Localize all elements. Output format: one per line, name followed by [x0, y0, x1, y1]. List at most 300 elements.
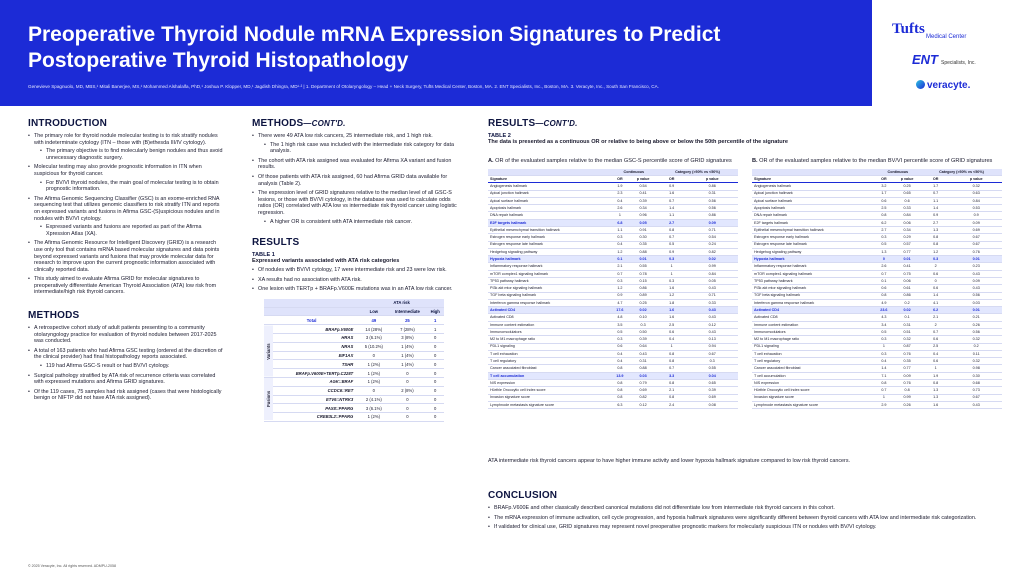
table2-cell: 0.43 — [950, 270, 1002, 277]
table2-cell: 0.3 — [611, 278, 630, 285]
table2-cell: 0.7 — [611, 270, 630, 277]
table2-cell: 0.8 — [893, 387, 921, 394]
table2-cell: 2.9 — [875, 401, 894, 408]
table2-cell: 2 — [921, 263, 950, 270]
table2-cell: 0.43 — [686, 314, 738, 321]
table1-cell: 0 — [359, 351, 388, 360]
table2-row — [752, 328, 1002, 335]
table2-col-header: OR — [921, 176, 950, 183]
sub-bullet-list — [34, 180, 224, 193]
table2-cell: 1 — [657, 343, 686, 350]
table2-cell: 0.71 — [686, 227, 738, 234]
table2-cell: 0.25 — [629, 299, 657, 306]
table2-signature: Apical surface hallmark — [488, 197, 611, 204]
table1-body — [264, 316, 444, 421]
methods-cont-section — [252, 118, 458, 225]
table1-cell: 0 — [426, 342, 444, 351]
table2-cell: 0.26 — [893, 401, 921, 408]
table2-cell: 0.3 — [657, 256, 686, 263]
table2-cell: 0.2 — [893, 299, 921, 306]
table2-signature: Estrogen response late hallmark — [752, 241, 875, 248]
table2-cell: 1.2 — [921, 248, 950, 255]
table2-cell: 0.8 — [921, 241, 950, 248]
table2-cell: 6.2 — [875, 219, 894, 226]
table2-signature: Estrogen response early hallmark — [488, 234, 611, 241]
ent-logo: ENT Specialists, Inc. — [912, 52, 976, 67]
table2-cell: 13.9 — [611, 372, 630, 379]
table2-cell: 0.55 — [629, 263, 657, 270]
table2-cell: 0.4 — [921, 350, 950, 357]
panel-a-caption: A. OR of the evaluated samples relative to the median GSC-S percentile score of GRID signatures — [488, 158, 732, 164]
table1-cell: 0 — [426, 386, 444, 395]
table1-cell: 1 — [426, 325, 444, 334]
table2-cell: 0.6 — [921, 270, 950, 277]
table1-cell: 3 (8%) — [388, 334, 426, 343]
table2-col-header: p value — [950, 176, 1002, 183]
table2-cell: 0.68 — [950, 379, 1002, 386]
table2-cell: 0.3 — [657, 278, 686, 285]
table2-cell: 6.3 — [611, 401, 630, 408]
table2-cell: 1.9 — [611, 183, 630, 190]
table2-cell: 0.67 — [686, 350, 738, 357]
table2-row — [488, 219, 738, 226]
table2-cell: 0.05 — [686, 278, 738, 285]
table2-cell: 0.54 — [629, 183, 657, 190]
table2-col-header: p value — [686, 176, 738, 183]
table2-cell: 1.1 — [921, 197, 950, 204]
table2-cell: 0.1 — [893, 314, 921, 321]
table2-row — [488, 401, 738, 408]
table2-panel-b — [752, 158, 1002, 409]
table2-cell: 0.03 — [629, 372, 657, 379]
table2-row — [752, 343, 1002, 350]
table2-cell: 0.05 — [629, 219, 657, 226]
table2-cell: 1.4 — [657, 205, 686, 212]
table2-signature: T cell exhaustion — [752, 350, 875, 357]
table2-cell: 0.9 — [921, 212, 950, 219]
table2-cell: 0.26 — [950, 321, 1002, 328]
sub-bullet-list — [258, 219, 458, 226]
table2-cell: 0.73 — [950, 387, 1002, 394]
table1-cell: 0 — [426, 369, 444, 378]
table2-cell: 1 — [657, 270, 686, 277]
table2-col-header: OR — [875, 176, 894, 183]
table2-signature: Activated CD4 — [752, 307, 875, 314]
table1-col-header: Low — [359, 307, 388, 316]
table2-cell: 6.2 — [921, 307, 950, 314]
table2-signature: Inflammatory response hallmark — [752, 263, 875, 270]
table1-cell: 0 — [426, 377, 444, 386]
table2-cell: 0.67 — [950, 241, 1002, 248]
table2-cell: 0.43 — [686, 285, 738, 292]
table2-cell: 1.3 — [875, 248, 894, 255]
bullet-item: • Of those patients with ATA risk assigned, 60 had Afirma GRID data available for analysis (Table 2). — [252, 174, 458, 187]
table2-cell: 2.6 — [875, 263, 894, 270]
table2-col-header: OR — [611, 176, 630, 183]
table2-row — [752, 336, 1002, 343]
table2-row — [752, 270, 1002, 277]
table2-cell: 2 — [921, 321, 950, 328]
table2-cell: 0.24 — [686, 241, 738, 248]
table2-cell: 0.8 — [875, 212, 894, 219]
table2-signature: PDL1 signaling — [488, 343, 611, 350]
table2-signature: PI3k akt mtor signaling hallmark — [752, 285, 875, 292]
table1-cell: 2 (4.1%) — [359, 395, 388, 404]
table2-cell: 0.3 — [875, 350, 894, 357]
table2-cell: 0.98 — [950, 365, 1002, 372]
table2-row — [488, 343, 738, 350]
table2-cell: 0.86 — [629, 285, 657, 292]
table2-cell: 0.4 — [611, 350, 630, 357]
table1-row — [264, 360, 444, 369]
table2-cell: 1.2 — [611, 285, 630, 292]
methods-list — [28, 325, 224, 402]
table2-signature: PDL1 signaling — [752, 343, 875, 350]
table1-total-cell: 25 — [388, 316, 426, 325]
table2-signature: PI3k akt mtor signaling hallmark — [488, 285, 611, 292]
table1-feature: PAX8::PPARG — [273, 404, 359, 413]
bullet-item: • A total of 163 patients who had Afirma GSC testing (ordered at the discretion of the clinical provider) had final histopathology reports associated. • 119 had Afirma GSC-S result or had BV/VI cytology. — [28, 348, 224, 370]
table1-row — [264, 386, 444, 395]
table1-cell: 14 (28%) — [359, 325, 388, 334]
sub-bullet-item: • Expressed variants and fusions are reported as part of the Afirma Xpression Atlas (XA). — [40, 224, 224, 237]
table2-cell: 0.8 — [611, 365, 630, 372]
table2-signature: Immunomodulators — [752, 328, 875, 335]
table2-cell: 1.6 — [657, 307, 686, 314]
table2-cell: 0.76 — [950, 248, 1002, 255]
table2-cell: 0.51 — [893, 328, 921, 335]
bullet-item: • The Afirma Genomic Resource for Intelligent Discovery (GRID) is a research use only tool that contains mRNA based molecular signatures and data points beyond expressed variants and fusions that may provide molecular data for research to improve upon the current prognostic information associated with clinically reported data. — [28, 240, 224, 273]
table2-cell: 0.43 — [950, 401, 1002, 408]
table2-cell: 0.9 — [657, 248, 686, 255]
table2-cell: 0.7 — [657, 234, 686, 241]
table2-cell: 0.41 — [629, 190, 657, 197]
table2-row — [752, 227, 1002, 234]
table2-signature: T cell regulatory — [752, 358, 875, 365]
table2-signature: Apical junction hallmark — [488, 190, 611, 197]
table2-signature: E2F targets hallmark — [752, 219, 875, 226]
table1-group-label: Variants — [264, 325, 273, 378]
results-note: ATA intermediate risk thyroid cancers appear to have higher immune activity and lower hypoxia hallmark signature compared to low risk thyroid cancers. — [488, 458, 851, 464]
table2-cell: 0.69 — [950, 227, 1002, 234]
results1-list — [252, 267, 458, 293]
table1-col-row — [264, 307, 444, 316]
table1-cell: 1 (2%) — [359, 360, 388, 369]
table2-row — [488, 321, 738, 328]
table2-col-row — [488, 176, 738, 183]
table2-cell: 0.1 — [611, 256, 630, 263]
table2-cell: 2.7 — [657, 219, 686, 226]
table2-signature: T cell accumulation — [752, 372, 875, 379]
table2-cell: 3.5 — [611, 321, 630, 328]
table2-cell: 0.13 — [686, 336, 738, 343]
table2-row — [488, 205, 738, 212]
table1-col-header: Intermediate — [388, 307, 426, 316]
table2-row — [488, 365, 738, 372]
table2-row — [488, 234, 738, 241]
table2-cell: 0.04 — [686, 372, 738, 379]
table2-cell: 0.3 — [921, 256, 950, 263]
table2-signature: TGF beta signaling hallmark — [488, 292, 611, 299]
sub-bullet-list — [34, 363, 224, 370]
table2-cell: 0.2 — [950, 343, 1002, 350]
table2-cell: 0.7 — [921, 328, 950, 335]
table1-feature: AGK::BRAF — [273, 377, 359, 386]
table1-cell: 5 (10.2%) — [359, 342, 388, 351]
table2-signature: Estrogen response early hallmark — [752, 234, 875, 241]
table2-cell: 0.6 — [921, 358, 950, 365]
sub-bullet-item: • The 1 high risk case was included with the intermediate risk category for data analysis. — [264, 142, 458, 155]
table2-row — [752, 379, 1002, 386]
conclusion-heading: CONCLUSION — [488, 490, 558, 501]
table2-cell: 0.54 — [686, 234, 738, 241]
table2-cell: 0.8 — [611, 394, 630, 401]
table2-cell: 0.31 — [893, 321, 921, 328]
table2-signature: T cell accumulation — [488, 372, 611, 379]
table2-cell: 3.4 — [875, 321, 894, 328]
table2-cell: 0.8 — [657, 350, 686, 357]
table2-cell: 0.23 — [950, 263, 1002, 270]
table2-cell: 0.02 — [893, 307, 921, 314]
table2-cell: 1.2 — [657, 292, 686, 299]
table2-signature: Estrogen response late hallmark — [488, 241, 611, 248]
table1-cell: 0 — [426, 334, 444, 343]
table2-row — [488, 379, 738, 386]
table2-cell: 0.8 — [657, 227, 686, 234]
table2-cell: 0.77 — [893, 365, 921, 372]
veracyte-mark-icon — [916, 80, 925, 89]
bullet-item: • This study aimed to evaluate Afirma GRID for molecular signatures to preoperatively differentiate American Thyroid Association (ATA) low risk from intermediate/high risk thyroid cancers. — [28, 276, 224, 296]
table2-cell: 0.43 — [629, 350, 657, 357]
table2-row — [752, 248, 1002, 255]
sub-bullet-item: • The primary objective is to find molecularly benign nodules and thus avoid unnecessary diagnostic surgery. — [40, 148, 224, 161]
table2-cell: 0.32 — [893, 336, 921, 343]
table2-signature: Epithelial mesenchymal transition hallmark — [752, 227, 875, 234]
table2-cell: 7.1 — [875, 372, 894, 379]
poster-title: Preoperative Thyroid Nodule mRNA Expression Signatures to Predict Postoperative Thyroid Histopathology — [28, 23, 721, 72]
table2-cell: 0.43 — [950, 285, 1002, 292]
table2-row — [752, 256, 1002, 263]
table1-cell: 0 — [359, 386, 388, 395]
table2-cell: 0.09 — [950, 278, 1002, 285]
table2-signature: Cancer associated fibroblast — [752, 365, 875, 372]
table2-row — [752, 197, 1002, 204]
conclusion-list — [488, 505, 1002, 531]
table2-cell: 0.63 — [950, 190, 1002, 197]
table1-col-header: High — [426, 307, 444, 316]
introduction-heading: INTRODUCTION — [28, 118, 108, 129]
table2-cell: 0.8 — [611, 379, 630, 386]
table2-cell: 1.1 — [611, 227, 630, 234]
table2-title: TABLE 2 — [488, 133, 511, 139]
table2-cell: 0.77 — [893, 248, 921, 255]
table2-blank — [752, 169, 875, 176]
table2-cell: 0.67 — [950, 394, 1002, 401]
table2-cell: 0.34 — [629, 205, 657, 212]
table2-cell: 0.8 — [875, 379, 894, 386]
table2-cell: 0.96 — [629, 212, 657, 219]
table1-cell: 1 (2%) — [359, 369, 388, 378]
table2-signature: Apical surface hallmark — [752, 197, 875, 204]
table2-cell: 0.32 — [950, 358, 1002, 365]
table2-cell: 23.6 — [875, 307, 894, 314]
table1-cell: 0 — [426, 360, 444, 369]
table2-cell: 0.6 — [611, 343, 630, 350]
table2-signature: E2F targets hallmark — [488, 219, 611, 226]
table1-cell: 1 (2%) — [359, 377, 388, 386]
table2-cell: 0.11 — [950, 350, 1002, 357]
table2-cell: 0.25 — [893, 183, 921, 190]
bullet-item: • A retrospective cohort study of adult patients presenting to a community otolaryngology practice for evaluation of thyroid nodules between 2017-2025 was conducted. — [28, 325, 224, 345]
table1-cell: 2 (8%) — [388, 386, 426, 395]
table1-cell: 7 (28%) — [388, 325, 426, 334]
table2-signature: Immune content estimation — [752, 321, 875, 328]
table2-cell: 0.39 — [686, 387, 738, 394]
table2-row — [488, 299, 738, 306]
table1-feature: CREB3L2::PPARG — [273, 413, 359, 422]
bullet-item: • Surgical pathology stratified by ATA risk of recurrence criteria was correlated with expressed mutations and Afirma GRID signatures. — [28, 373, 224, 386]
table2-group-continuous: Continuous — [875, 169, 921, 176]
table2-cell: 0.65 — [686, 379, 738, 386]
table2-signature: Interferon gamma response hallmark — [488, 299, 611, 306]
table2-cell: 0.55 — [686, 365, 738, 372]
table2-signature: DNA repair hallmark — [488, 212, 611, 219]
table1-feature: BRAFp.V600E+TERTp.C228T — [273, 369, 359, 378]
table2-cell: 0.1 — [875, 278, 894, 285]
table2-cell: 0.84 — [950, 197, 1002, 204]
table2-cell: 0.3 — [875, 234, 894, 241]
panel-b-caption: B. OR of the evaluated samples relative to the median BV/VI percentile score of GRID signatures — [752, 158, 993, 164]
table2-cell: 0.86 — [686, 212, 738, 219]
table2-row — [752, 365, 1002, 372]
table2-cell: 0.5 — [611, 328, 630, 335]
table2a — [488, 169, 738, 409]
table2-cell: 0.12 — [686, 321, 738, 328]
table2-cell: 0.08 — [686, 401, 738, 408]
table2-cell: 0.35 — [629, 241, 657, 248]
table2-cell: 0.56 — [950, 292, 1002, 299]
table1-cell: 1 (4%) — [388, 342, 426, 351]
table2-group-continuous: Continuous — [611, 169, 657, 176]
table2-signature: Hedgehog signaling pathway — [488, 248, 611, 255]
table2-cell: 0.71 — [686, 292, 738, 299]
table1-cell: 0 — [388, 413, 426, 422]
table1-row — [264, 369, 444, 378]
table2-signature: mTOR complex1 signaling hallmark — [488, 270, 611, 277]
table2-cell: 2.1 — [611, 263, 630, 270]
table2-signature: NIS expression — [752, 379, 875, 386]
table2-row — [488, 278, 738, 285]
table1-total-cell: 1 — [426, 316, 444, 325]
table2-cell: 0.91 — [629, 227, 657, 234]
table1-blank — [264, 299, 273, 307]
table2-cell: 0.6 — [893, 197, 921, 204]
table2-cell: 1 — [875, 394, 894, 401]
table2-cell: 0.87 — [893, 343, 921, 350]
table2-blank — [488, 169, 611, 176]
table2-cell: 0.02 — [629, 307, 657, 314]
table2-cell: 0.50 — [629, 328, 657, 335]
table1-title: TABLE 1 — [252, 252, 275, 259]
table2-cell: 0.86 — [893, 292, 921, 299]
table2-cell: 0.3 — [686, 358, 738, 365]
table2-cell: 0.75 — [893, 270, 921, 277]
table2-row — [752, 401, 1002, 408]
table2-cell: 0.4 — [657, 336, 686, 343]
table2-signature: Apoptosis hallmark — [488, 205, 611, 212]
table1-group-label: Fusions — [264, 377, 273, 421]
table2-cell: 2.4 — [657, 401, 686, 408]
table2-signature: TP53 pathway hallmark — [752, 278, 875, 285]
table2-cell: 0.4 — [611, 197, 630, 204]
table2-row — [488, 263, 738, 270]
methods-cont-list — [252, 133, 458, 225]
table2-cell: 0.64 — [629, 343, 657, 350]
table2-cell: 0.99 — [893, 394, 921, 401]
table2-cell: 0.84 — [686, 270, 738, 277]
table2-signature: Activated CD4 — [488, 307, 611, 314]
table2-cell: 0.86 — [686, 183, 738, 190]
table2-row — [752, 212, 1002, 219]
table2-cell: 1.6 — [657, 285, 686, 292]
table2-cell: 1 — [657, 263, 686, 270]
table2-cell: 0.32 — [950, 336, 1002, 343]
table2-row — [488, 314, 738, 321]
table2-signature: Angiogenesis hallmark — [752, 183, 875, 190]
table2-cell: 1 — [875, 343, 894, 350]
table2-cell: 2.5 — [921, 343, 950, 350]
table2-cell: 2.5 — [657, 321, 686, 328]
table2-cell: 0.33 — [893, 205, 921, 212]
table2-cell: 0.8 — [657, 394, 686, 401]
table2-cell: 1.4 — [921, 205, 950, 212]
table1-row — [264, 334, 444, 343]
table2-cell: 0.61 — [893, 285, 921, 292]
table2b — [752, 169, 1002, 409]
bullet-item: • XA results had no association with ATA risk. — [252, 277, 458, 284]
table2-cell: 0.7 — [657, 365, 686, 372]
table1-cell: 0 — [426, 413, 444, 422]
table2-cell: 4.9 — [875, 299, 894, 306]
table1-row — [264, 413, 444, 422]
table2-cell: 0.79 — [629, 379, 657, 386]
table2-signature: mTOR complex1 signaling hallmark — [752, 270, 875, 277]
table2-cell: 0.4 — [611, 358, 630, 365]
table2-row — [488, 212, 738, 219]
table2-cell: 0.94 — [686, 343, 738, 350]
table2-cell: 2.7 — [875, 227, 894, 234]
results-cont-heading: RESULTS—CONT'D. — [488, 118, 578, 129]
table2-cell: 2.1 — [657, 387, 686, 394]
table2-cell: 1.6 — [657, 190, 686, 197]
bullet-item: • One lesion with TERTp + BRAFp.V600E mutations was in an ATA low risk cancer. — [252, 286, 458, 293]
table2-cell: 0.31 — [629, 358, 657, 365]
table1-total-row — [264, 316, 444, 325]
table2-signature: Lymphnode metastasis signature score — [488, 401, 611, 408]
table2-cell: 0.4 — [611, 241, 630, 248]
table1-cell: 0 — [388, 404, 426, 413]
table2-cell: 3.3 — [657, 372, 686, 379]
table2-row — [752, 263, 1002, 270]
table1-cell: 1 (4%) — [388, 360, 426, 369]
table2-row — [488, 241, 738, 248]
table2-cell: 0.69 — [629, 387, 657, 394]
table2-cell: 1 — [921, 365, 950, 372]
table2-cell: 4.1 — [921, 299, 950, 306]
table2-signature: TGF beta signaling hallmark — [752, 292, 875, 299]
results-section — [252, 237, 458, 422]
table2-cell: 0.09 — [893, 372, 921, 379]
